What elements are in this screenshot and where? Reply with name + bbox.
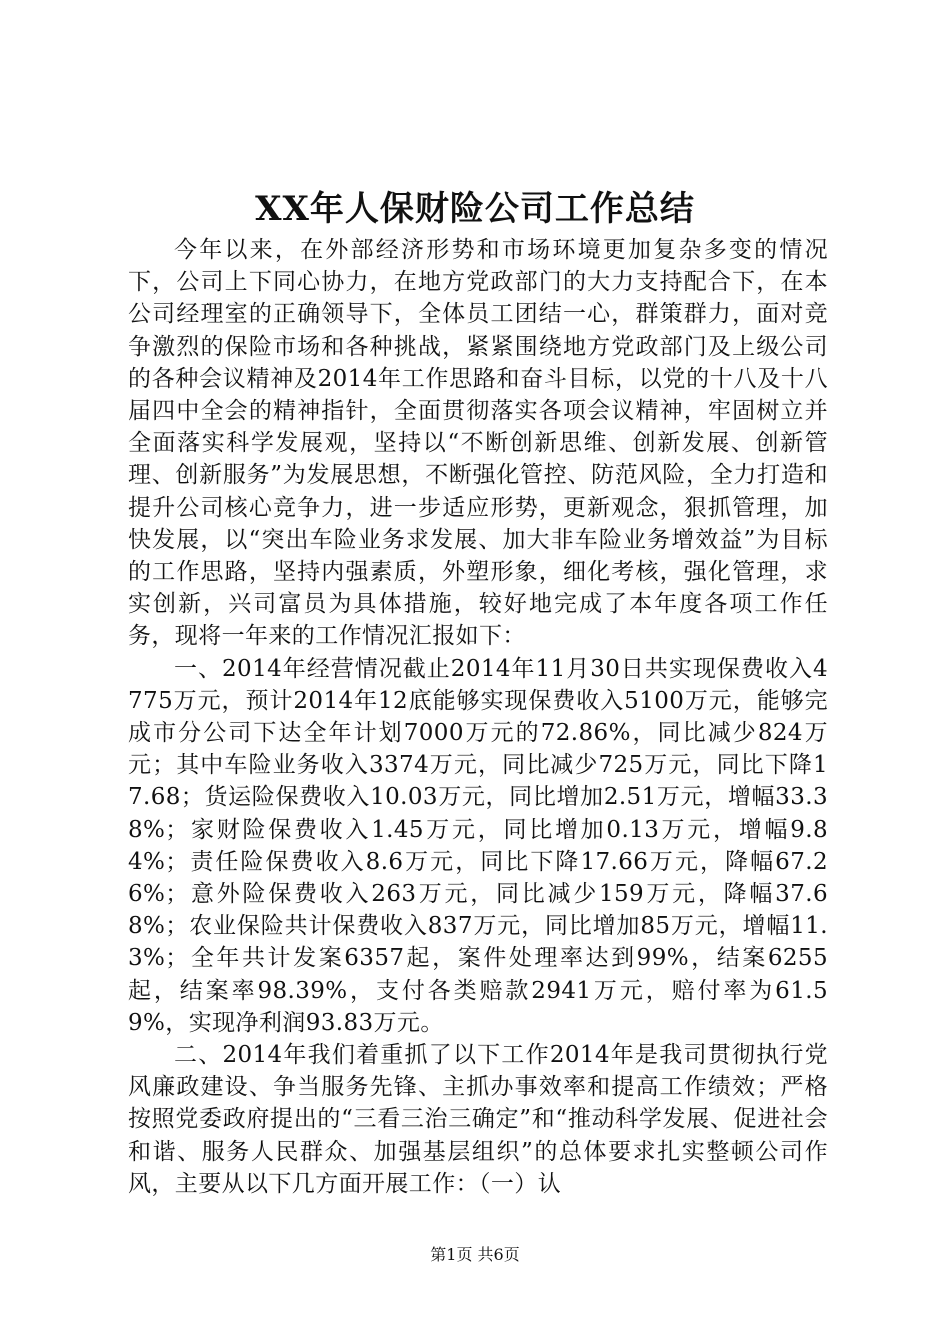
paragraph-operations: 一、2014年经营情况截止2014年11月30日共实现保费收入4775万元，预计2014年12底能够实现保费收入5100万元，能够完成市分公司下达全年计划7000万元的72.86%，同比减少824万元；其中车险业务收入3374万元，同比减少725万元，同比下降17.68；货运险保费收入10.03万元，同比增加2.51万元，增幅33.38%；家财险保费收入1.45万元，同比增加0.13万元，增幅9.84%；责任险保费收入8.6万元，同比下降17.66万元，降幅67.26%；意外险保费收入263万元，同比减少159万元，降幅37.68%；农业保险共计保费收入837万元，同比增加85万元，增幅11.3%；全年共计发案6357起，案件处理率达到99%，结案6255起，结案率98.39%，支付各类赔款2941万元，赔付率为61.59%，实现净利润93.83万元。 <box>128 655 828 1036</box>
paragraph-key-work: 二、2014年我们着重抓了以下工作2014年是我司贯彻执行党风廉政建设、争当服务先锋、主抓办事效率和提高工作绩效；严格按照党委政府提出的“三看三治三确定”和“推动科学发展、促进社会和谐、服务人民群众、加强基层组织”的总体要求扎实整顿公司作风，主要从以下几方面开展工作：（一）认 <box>128 1042 828 1197</box>
document-body <box>128 234 828 1200</box>
page-footer: 第1页 共6页 <box>430 1245 520 1264</box>
document-title: XX年人保财险公司工作总结 <box>255 189 695 229</box>
paragraph-intro: 今年以来，在外部经济形势和市场环境更加复杂多变的情况下，公司上下同心协力，在地方党政部门的大力支持配合下，在本公司经理室的正确领导下，全体员工团结一心，群策群力，面对竞争激烈的保险市场和各种挑战，紧紧围绕地方党政部门及上级公司的各种会议精神及2014年工作思路和奋斗目标，以党的十八及十八届四中全会的精神指针，全面贯彻落实各项会议精神，牢固树立并全面落实科学发展观，坚持以“不断创新思维、创新发展、创新管理、创新服务”为发展思想，不断强化管控、防范风险，全力打造和提升公司核心竞争力，进一步适应形势，更新观念，狠抓管理，加快发展，以“突出车险业务求发展、加大非车险业务增效益”为目标的工作思路，坚持内强素质，外塑形象，细化考核，强化管理，求实创新，兴司富员为具体措施，较好地完成了本年度各项工作任务，现将一年来的工作情况汇报如下： <box>128 237 828 650</box>
